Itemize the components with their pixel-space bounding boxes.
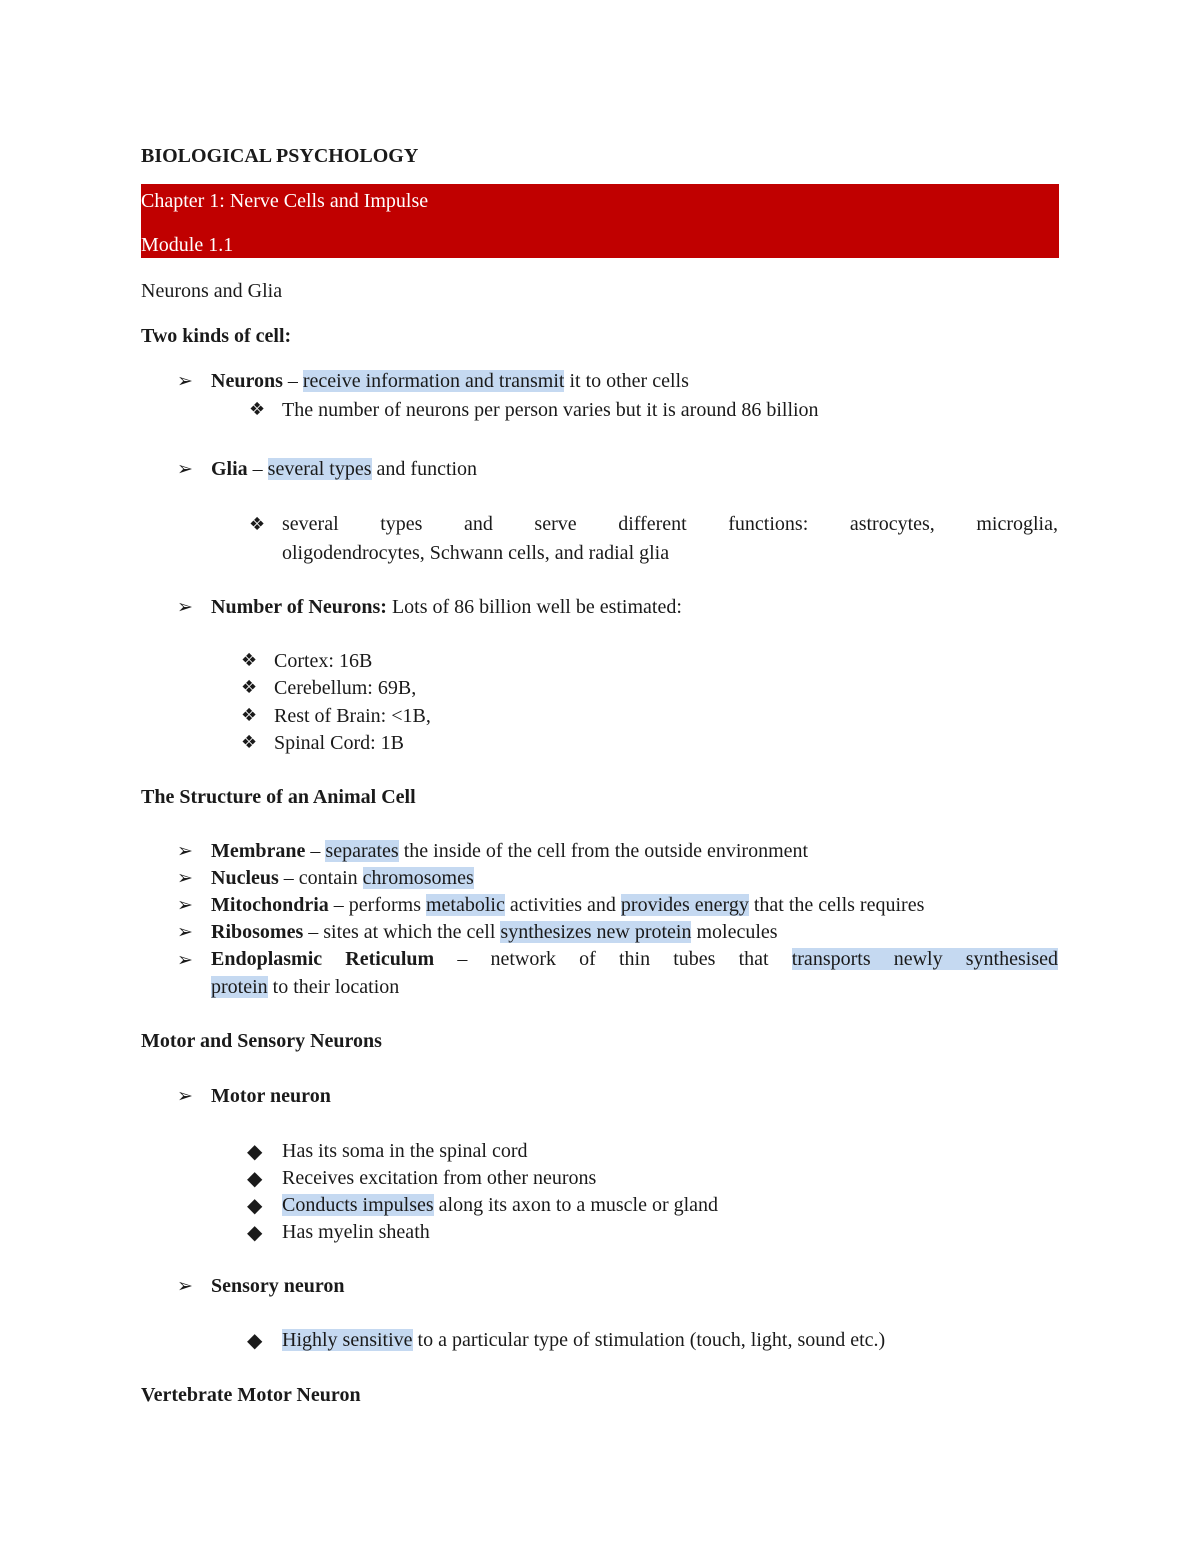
highlight: separates	[325, 840, 399, 862]
diamond-bullet-icon: ❖	[241, 732, 258, 753]
separator: – performs	[328, 894, 426, 916]
chapter-title: Chapter 1: Nerve Cells and Impulse	[141, 190, 429, 212]
glia-sub-line1: several types and serve different functions: astrocytes, microglia,	[282, 513, 1058, 535]
highlight: transports newly synthesised	[791, 948, 1058, 970]
separator: –	[282, 370, 303, 392]
separator: –	[305, 840, 326, 862]
sensory-neuron-title: Sensory neuron	[211, 1275, 345, 1297]
arrow-bullet-icon: ➢	[177, 894, 193, 916]
glia-sub-line2: oligodendrocytes, Schwann cells, and radial glia	[282, 542, 670, 564]
mitochondria-term: Mitochondria	[211, 894, 329, 916]
highlight: provides energy	[620, 894, 749, 916]
highlight: synthesizes new protein	[500, 921, 692, 943]
diamond-bullet-icon: ❖	[241, 705, 258, 726]
separator: – sites at which the cell	[303, 921, 501, 943]
sensory-item	[282, 1328, 885, 1352]
motor-sensory-heading: Motor and Sensory Neurons	[141, 1030, 382, 1052]
motor-item: Receives excitation from other neurons	[282, 1167, 597, 1189]
nucleus-term: Nucleus	[211, 867, 279, 889]
membrane-term: Membrane	[211, 840, 306, 862]
arrow-bullet-icon: ➢	[177, 921, 193, 943]
structure-heading: The Structure of an Animal Cell	[141, 786, 416, 808]
vertebrate-heading: Vertebrate Motor Neuron	[141, 1384, 361, 1406]
highlight: metabolic	[425, 894, 505, 916]
mitochondria-item	[211, 893, 924, 917]
er-item-line2	[211, 975, 399, 999]
diamond-bullet-icon: ◆	[247, 1220, 263, 1244]
motor-item: Has myelin sheath	[282, 1221, 430, 1243]
arrow-bullet-icon: ➢	[177, 596, 193, 618]
motor-item-rest: along its axon to a muscle or gland	[433, 1194, 719, 1216]
ribosomes-rest: molecules	[691, 921, 778, 943]
arrow-bullet-icon: ➢	[177, 370, 193, 392]
highlight: Highly sensitive	[282, 1329, 413, 1351]
highlight: several types	[267, 458, 372, 480]
motor-item: Has its soma in the spinal cord	[282, 1140, 528, 1162]
motor-item	[282, 1193, 718, 1217]
number-item	[211, 595, 682, 619]
document-title: BIOLOGICAL PSYCHOLOGY	[141, 145, 419, 167]
module-title: Module 1.1	[141, 234, 234, 256]
highlight: Conducts impulses	[282, 1194, 434, 1216]
highlight: receive information and transmit	[302, 370, 565, 392]
membrane-rest: the inside of the cell from the outside environment	[398, 840, 809, 862]
er-item-line1	[211, 946, 1058, 973]
neurons-item	[211, 369, 689, 393]
motor-neuron-title: Motor neuron	[211, 1085, 331, 1107]
glia-item	[211, 457, 477, 481]
number-rest: Lots of 86 billion well be estimated:	[386, 596, 682, 618]
separator: –	[247, 458, 268, 480]
chapter-banner	[141, 184, 1059, 258]
nucleus-item	[211, 866, 474, 890]
separator: – contain	[278, 867, 363, 889]
diamond-bullet-icon: ❖	[241, 677, 258, 698]
er-rest: to their location	[267, 976, 400, 998]
diamond-bullet-icon: ❖	[249, 514, 266, 535]
number-list-item: Rest of Brain: <1B,	[274, 705, 431, 727]
glia-rest: and function	[371, 458, 478, 480]
mitochondria-rest: that the cells requires	[748, 894, 925, 916]
ribosomes-item	[211, 920, 778, 944]
membrane-item	[211, 839, 808, 863]
arrow-bullet-icon: ➢	[177, 867, 193, 889]
highlight: chromosomes	[362, 867, 474, 889]
glia-term: Glia	[211, 458, 248, 480]
neurons-sub: The number of neurons per person varies but it is around 86 billion	[282, 399, 819, 421]
ribosomes-term: Ribosomes	[211, 921, 304, 943]
diamond-bullet-icon: ❖	[249, 399, 266, 420]
neurons-term: Neurons	[211, 370, 283, 392]
sensory-item-rest: to a particular type of stimulation (touch, light, sound etc.)	[412, 1329, 886, 1351]
diamond-bullet-icon: ◆	[247, 1193, 263, 1217]
highlight: protein	[211, 976, 268, 998]
number-term: Number of Neurons:	[211, 596, 387, 618]
mitochondria-mid: activities and	[504, 894, 621, 916]
number-list-item: Cerebellum: 69B,	[274, 677, 417, 699]
arrow-bullet-icon: ➢	[177, 1275, 193, 1297]
diamond-bullet-icon: ◆	[247, 1166, 263, 1190]
er-term: Endoplasmic Reticulum	[211, 948, 435, 970]
arrow-bullet-icon: ➢	[177, 1085, 193, 1107]
number-list-item: Spinal Cord: 1B	[274, 732, 405, 754]
diamond-bullet-icon: ◆	[247, 1139, 263, 1163]
number-list-item: Cortex: 16B	[274, 650, 373, 672]
diamond-bullet-icon: ❖	[241, 650, 258, 671]
neurons-rest: it to other cells	[564, 370, 689, 392]
arrow-bullet-icon: ➢	[177, 458, 193, 480]
diamond-bullet-icon: ◆	[247, 1328, 263, 1352]
two-kinds-heading: Two kinds of cell:	[141, 325, 292, 347]
er-text: – network of thin tubes that	[434, 948, 792, 970]
arrow-bullet-icon: ➢	[177, 949, 193, 971]
section-neurons-glia: Neurons and Glia	[141, 280, 283, 302]
arrow-bullet-icon: ➢	[177, 840, 193, 862]
